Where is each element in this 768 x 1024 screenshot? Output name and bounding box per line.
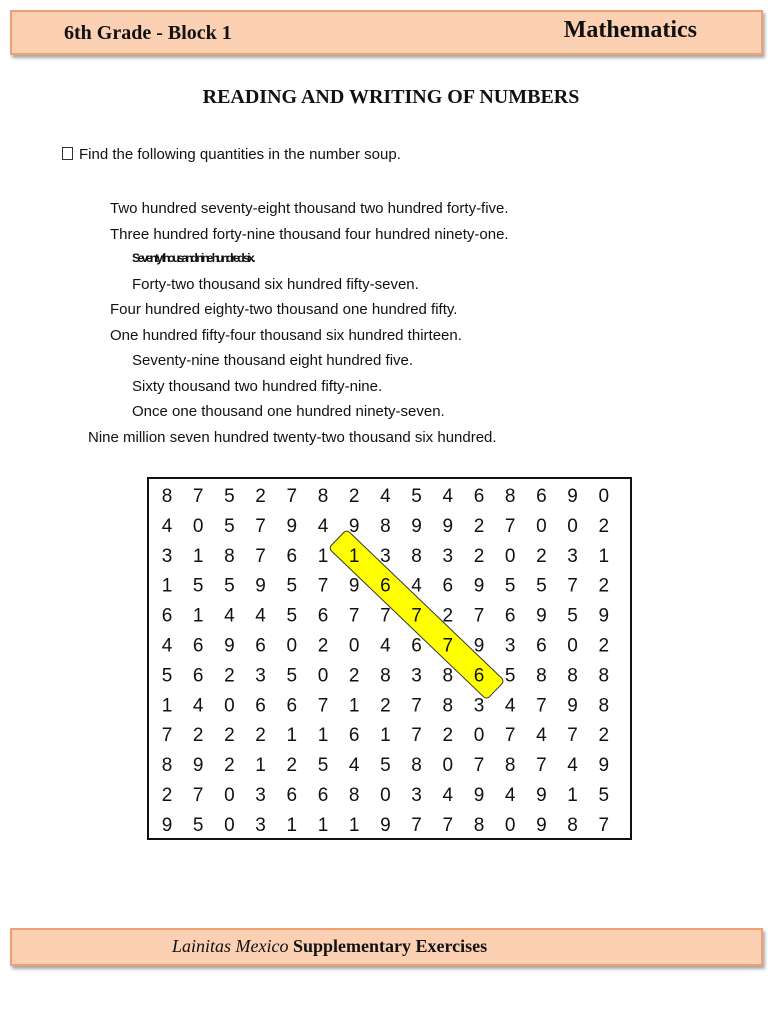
soup-digit: 3	[255, 665, 266, 687]
soup-digit: 2	[255, 725, 266, 747]
soup-digit: 6	[380, 575, 391, 597]
soup-digit: 4	[161, 635, 173, 657]
soup-digit: 4	[348, 755, 360, 777]
soup-digit: 2	[286, 755, 298, 777]
soup-digit: 4	[442, 486, 454, 507]
soup-digit: 9	[567, 695, 578, 717]
soup-digit: 0	[536, 515, 547, 537]
soup-digit: 3	[411, 785, 422, 806]
soup-digit: 4	[411, 575, 422, 597]
soup-digit: 5	[567, 605, 578, 627]
soup-digit: 7	[536, 695, 547, 717]
soup-digit: 0	[224, 785, 235, 806]
footer-band	[10, 928, 763, 966]
soup-digit: 6	[473, 665, 485, 687]
soup-digit: 5	[536, 575, 547, 597]
soup-digit: 2	[536, 545, 547, 567]
soup-digit: 0	[224, 814, 235, 836]
soup-digit: 1	[598, 545, 610, 567]
soup-digit: 8	[598, 695, 610, 717]
soup-digit: 0	[348, 635, 360, 657]
number-soup-grid	[147, 477, 632, 840]
soup-digit: 0	[192, 515, 204, 537]
soup-digit: 5	[286, 575, 298, 597]
soup-digit: 3	[255, 814, 266, 836]
soup-digit: 8	[473, 814, 485, 836]
soup-digit: 6	[473, 486, 485, 507]
soup-digit: 0	[567, 515, 578, 537]
checkbox-icon	[62, 147, 73, 160]
soup-digit: 1	[161, 575, 173, 597]
soup-digit: 8	[380, 665, 391, 687]
subject-label: Mathematics	[563, 17, 697, 43]
soup-digit: 7	[504, 725, 516, 747]
quantity-item: Four hundred eighty-two thousand one hundred fifty.	[110, 301, 458, 318]
soup-digit: 8	[348, 785, 360, 806]
soup-digit: 1	[567, 785, 578, 806]
soup-digit: 7	[255, 545, 266, 567]
soup-digit: 6	[255, 695, 266, 717]
soup-digit: 8	[224, 545, 235, 567]
soup-digit: 5	[286, 665, 298, 687]
soup-digit: 4	[442, 785, 454, 806]
quantity-item: Seventy thousand nine hundred six.	[132, 251, 254, 265]
soup-digit: 0	[598, 486, 610, 507]
soup-digit: 5	[192, 814, 204, 836]
soup-digit: 4	[567, 755, 578, 777]
soup-digit: 2	[192, 725, 204, 747]
soup-digit: 7	[442, 635, 454, 657]
soup-digit: 7	[536, 755, 547, 777]
soup-digit: 1	[286, 814, 298, 836]
soup-digit: 5	[224, 515, 235, 537]
soup-digit: 3	[473, 695, 485, 717]
soup-digit: 2	[224, 665, 235, 687]
soup-digit: 2	[473, 545, 485, 567]
soup-digit: 5	[286, 605, 298, 627]
soup-digit: 9	[348, 575, 360, 597]
quantity-item: Three hundred forty-nine thousand four hundred ninety-one.	[110, 226, 509, 243]
quantity-item: Seventy-nine thousand eight hundred five.	[132, 352, 414, 369]
soup-digit: 5	[598, 785, 610, 806]
soup-digit: 2	[348, 486, 360, 507]
soup-digit: 3	[380, 545, 391, 567]
soup-digit: 3	[411, 665, 422, 687]
page-title: READING AND WRITING OF NUMBERS	[202, 86, 580, 108]
soup-digit: 6	[192, 665, 204, 687]
soup-digit: 7	[411, 605, 422, 627]
soup-digit: 2	[255, 486, 266, 507]
soup-digit: 5	[504, 665, 516, 687]
soup-digit: 9	[442, 515, 454, 537]
soup-digit: 6	[255, 635, 266, 657]
soup-digit: 8	[161, 486, 173, 507]
soup-digit: 9	[567, 486, 578, 507]
soup-digit: 6	[192, 635, 204, 657]
soup-digit: 3	[504, 635, 516, 657]
soup-digit: 2	[348, 665, 360, 687]
soup-digit: 6	[536, 635, 547, 657]
soup-digit: 9	[161, 814, 173, 836]
soup-digit: 7	[473, 605, 485, 627]
soup-digit: 2	[442, 725, 454, 747]
soup-digit: 9	[380, 814, 391, 836]
soup-digit: 6	[504, 605, 516, 627]
soup-digit: 2	[473, 515, 485, 537]
soup-digit: 9	[473, 635, 485, 657]
soup-digit: 7	[380, 605, 391, 627]
soup-digit: 7	[567, 575, 578, 597]
soup-digit: 2	[598, 515, 610, 537]
soup-digit: 8	[567, 665, 578, 687]
soup-digit: 5	[224, 575, 235, 597]
soup-digit: 9	[473, 785, 485, 806]
soup-digit: 7	[411, 695, 422, 717]
soup-digit: 8	[598, 665, 610, 687]
soup-digit: 1	[348, 545, 360, 567]
soup-digit: 9	[192, 755, 204, 777]
soup-digit: 8	[161, 755, 173, 777]
soup-digit: 7	[317, 575, 329, 597]
soup-digit: 1	[317, 725, 329, 747]
instruction-text: Find the following quantities in the number soup.	[79, 146, 401, 163]
soup-digit: 6	[286, 545, 298, 567]
soup-digit: 7	[567, 725, 578, 747]
soup-digit: 9	[286, 515, 298, 537]
soup-digit: 6	[317, 785, 329, 806]
soup-digit: 4	[317, 515, 329, 537]
quantity-item: One hundred fifty-four thousand six hundred thirteen.	[110, 327, 462, 344]
soup-digit: 4	[255, 605, 266, 627]
soup-digit: 1	[348, 814, 360, 836]
soup-digit: 7	[255, 515, 266, 537]
soup-digit: 2	[224, 725, 235, 747]
soup-digit: 8	[504, 755, 516, 777]
soup-digit: 5	[224, 486, 235, 507]
number-soup-svg	[149, 479, 630, 838]
soup-digit: 5	[192, 575, 204, 597]
quantity-item: Two hundred seventy-eight thousand two hundred forty-five.	[110, 200, 509, 217]
soup-digit: 9	[598, 605, 610, 627]
soup-digit: 5	[380, 755, 391, 777]
soup-digit: 8	[411, 545, 422, 567]
soup-digit: 5	[161, 665, 173, 687]
soup-digit: 9	[536, 814, 547, 836]
soup-digit: 6	[411, 635, 422, 657]
soup-digit: 0	[317, 665, 329, 687]
soup-digit: 3	[567, 545, 578, 567]
soup-digit: 4	[192, 695, 204, 717]
soup-digit: 7	[504, 515, 516, 537]
soup-digit: 9	[411, 515, 422, 537]
soup-digit: 8	[411, 755, 422, 777]
soup-digit: 7	[317, 695, 329, 717]
soup-digit: 5	[317, 755, 329, 777]
soup-digit: 3	[255, 785, 266, 806]
quantity-item: Sixty thousand two hundred fifty-nine.	[132, 378, 383, 395]
soup-digit: 1	[255, 755, 266, 777]
soup-digit: 8	[380, 515, 391, 537]
soup-digit: 2	[442, 605, 454, 627]
soup-digit: 7	[348, 605, 360, 627]
soup-digit: 8	[317, 486, 329, 507]
soup-digit: 9	[255, 575, 266, 597]
soup-digit: 1	[348, 695, 360, 717]
soup-digit: 1	[317, 814, 329, 836]
soup-digit: 6	[442, 575, 454, 597]
footer-brand: Lainitas Mexico	[172, 936, 289, 956]
soup-digit: 6	[286, 785, 298, 806]
soup-digit: 9	[348, 515, 360, 537]
soup-digit: 7	[473, 755, 485, 777]
soup-digit: 7	[411, 814, 422, 836]
soup-digit: 8	[567, 814, 578, 836]
soup-digit: 2	[380, 695, 391, 717]
soup-digit: 7	[442, 814, 454, 836]
soup-digit: 6	[536, 486, 547, 507]
soup-digit: 4	[224, 605, 235, 627]
soup-digit: 7	[598, 814, 610, 836]
soup-digit: 3	[442, 545, 454, 567]
header-band	[10, 10, 763, 55]
soup-digit: 2	[224, 755, 235, 777]
quantity-item: Once one thousand one hundred ninety-seven.	[132, 403, 445, 420]
soup-digit: 8	[536, 665, 547, 687]
instruction	[62, 146, 401, 163]
soup-digit: 1	[161, 695, 173, 717]
soup-digit: 0	[504, 814, 516, 836]
soup-digit: 4	[504, 695, 516, 717]
soup-digit: 9	[536, 605, 547, 627]
footer-text	[172, 936, 487, 957]
soup-digit: 2	[598, 575, 610, 597]
soup-digit: 1	[380, 725, 391, 747]
grade-label: 6th Grade - Block 1	[64, 22, 232, 44]
quantity-item: Nine million seven hundred twenty-two thousand six hundred.	[88, 429, 497, 446]
soup-digit: 1	[192, 545, 204, 567]
soup-digit: 5	[411, 486, 422, 507]
soup-digit: 7	[286, 486, 298, 507]
soup-digit: 4	[536, 725, 547, 747]
soup-digit: 4	[380, 486, 391, 507]
soup-digit: 0	[224, 695, 235, 717]
soup-digit: 0	[504, 545, 516, 567]
soup-digit: 6	[286, 695, 298, 717]
soup-digit: 2	[161, 785, 173, 806]
soup-digit: 4	[380, 635, 391, 657]
soup-digit: 8	[442, 695, 454, 717]
soup-digit: 8	[504, 486, 516, 507]
soup-digit: 6	[161, 605, 173, 627]
soup-digit: 1	[286, 725, 298, 747]
soup-digit: 8	[442, 665, 454, 687]
soup-digit: 3	[161, 545, 173, 567]
soup-digit: 2	[598, 725, 610, 747]
soup-digit: 9	[598, 755, 610, 777]
soup-digit: 7	[192, 785, 204, 806]
soup-digit: 4	[504, 785, 516, 806]
soup-digit: 0	[380, 785, 391, 806]
soup-digit: 9	[224, 635, 235, 657]
soup-digit: 1	[317, 545, 329, 567]
soup-digit: 4	[161, 515, 173, 537]
soup-digit: 7	[161, 725, 173, 747]
soup-digit: 7	[411, 725, 422, 747]
soup-digit: 2	[598, 635, 610, 657]
soup-digit: 6	[348, 725, 360, 747]
soup-digit: 2	[317, 635, 329, 657]
soup-digit: 1	[192, 605, 204, 627]
soup-digit: 6	[317, 605, 329, 627]
soup-digit: 0	[567, 635, 578, 657]
soup-digit: 0	[473, 725, 485, 747]
quantity-item: Forty-two thousand six hundred fifty-seven.	[132, 276, 419, 293]
soup-digit: 0	[286, 635, 298, 657]
soup-digit: 9	[473, 575, 485, 597]
soup-digit: 0	[442, 755, 454, 777]
soup-digit: 7	[192, 486, 204, 507]
footer-label: Supplementary Exercises	[292, 936, 488, 956]
soup-digit: 9	[536, 785, 547, 806]
soup-digit: 5	[504, 575, 516, 597]
